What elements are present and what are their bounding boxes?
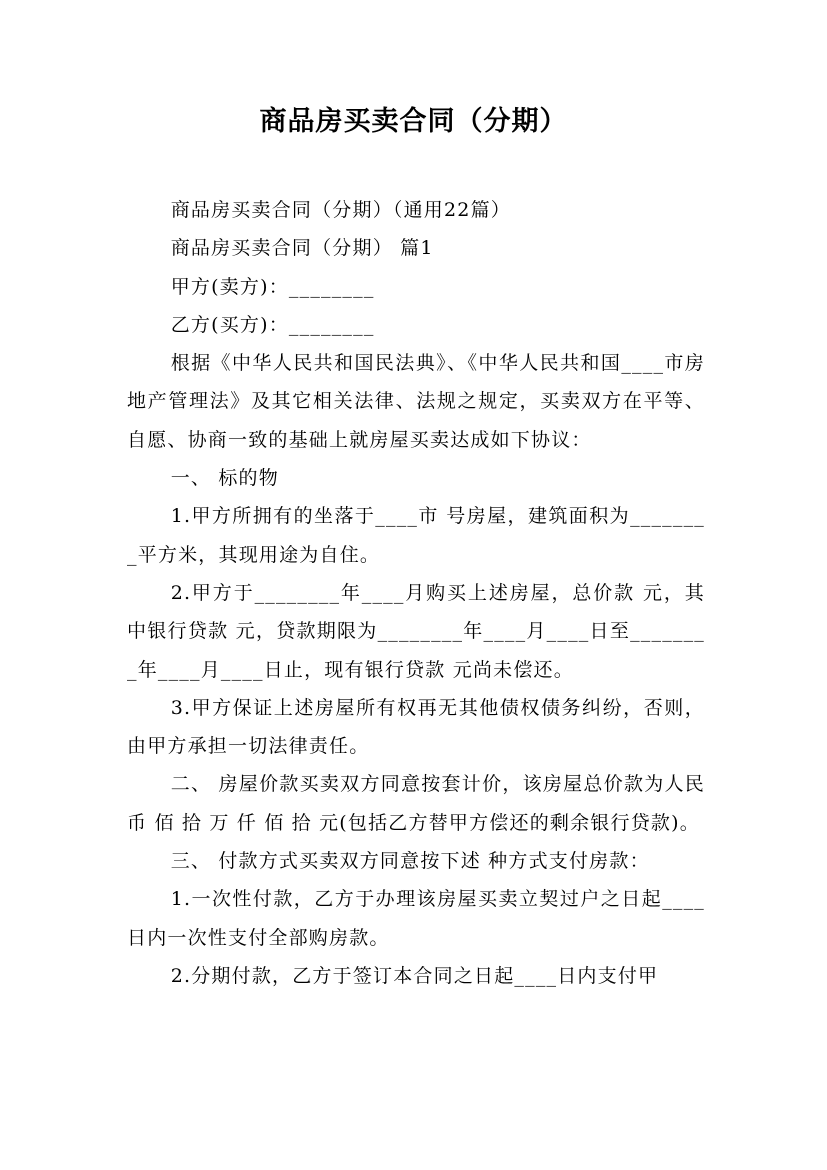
clause-2-price: 二、 房屋价款买卖双方同意按套计价，该房屋总价款为人民币 佰 拾 万 仟 佰 拾 元(包括乙方替甲方偿还的剩余银行贷款)。 <box>127 773 705 834</box>
clause-3-payment: 三、 付款方式买卖双方同意按下述 种方式支付房款： <box>170 850 650 873</box>
clause-3-1: 1.一次性付款，乙方于办理该房屋买卖立契过户之日起____日内一次性支付全部购房款。 <box>127 888 705 949</box>
party-a-line: 甲方(卖方)：________ <box>170 275 375 298</box>
section-heading: 商品房买卖合同（分期） 篇1 <box>170 237 434 260</box>
document-body <box>127 191 705 995</box>
clause-heading-subject: 一、 标的物 <box>170 467 279 490</box>
document-title: 商品房买卖合同（分期） <box>259 106 568 137</box>
document-subtitle: 商品房买卖合同（分期）（通用22篇） <box>170 199 511 221</box>
clause-3-2: 2.分期付款，乙方于签订本合同之日起____日内支付甲 <box>170 964 659 987</box>
clause-1-2: 2.甲方于________年____月购买上述房屋，总价款 元，其中银行贷款 元，贷款期限为________年____月____日至________年____月____日止，现有银行贷款 元尚未偿还。 <box>127 581 705 681</box>
preamble-paragraph: 根据《中华人民共和国民法典》、《中华人民共和国____市房地产管理法》及其它相关法律、法规之规定，买卖双方在平等、自愿、协商一致的基础上就房屋买卖达成如下协议： <box>127 352 705 451</box>
party-b-line: 乙方(买方)：________ <box>170 313 375 336</box>
clause-1-1: 1.甲方所拥有的坐落于____市 号房屋，建筑面积为________平方米，其现用途为自住。 <box>127 505 705 566</box>
clause-1-3: 3.甲方保证上述房屋所有权再无其他债权债务纠纷，否则，由甲方承担一切法律责任。 <box>127 696 705 758</box>
